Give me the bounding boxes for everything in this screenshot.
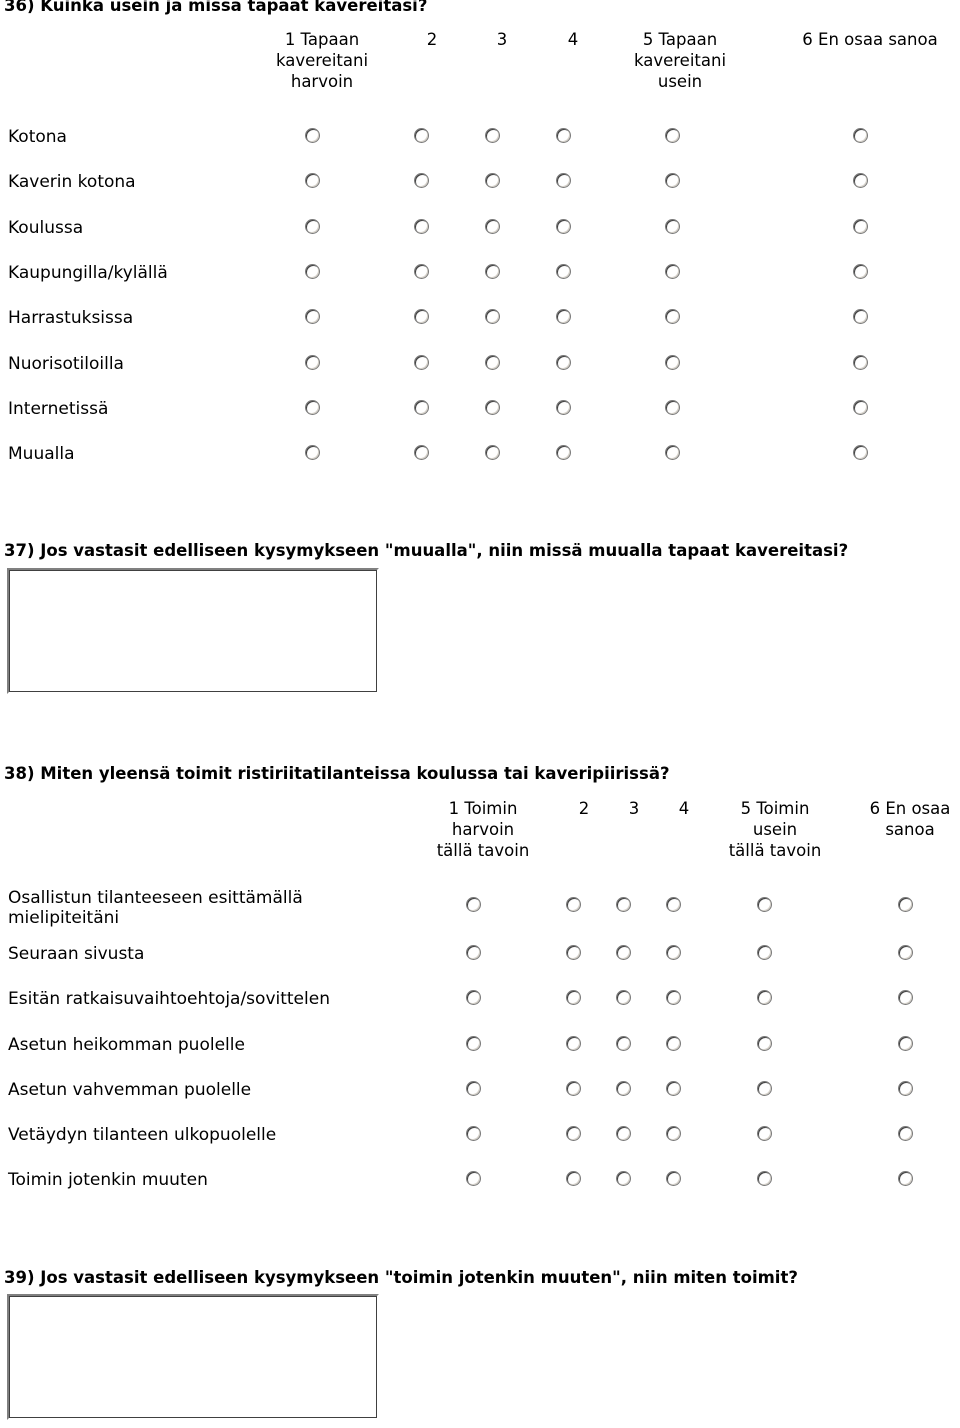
row-label: Seuraan sivusta [8, 944, 145, 964]
radio-option-1[interactable] [466, 897, 481, 912]
row-label: Muualla [8, 444, 75, 465]
radio-option-4[interactable] [556, 445, 571, 460]
radio-option-3[interactable] [616, 1081, 631, 1096]
radio-option-6[interactable] [853, 128, 868, 143]
radio-option-5[interactable] [757, 897, 772, 912]
radio-option-1[interactable] [305, 445, 320, 460]
radio-option-6[interactable] [898, 1126, 913, 1141]
radio-option-2[interactable] [414, 445, 429, 460]
row-label: Kotona [8, 127, 67, 147]
radio-option-5[interactable] [665, 128, 680, 143]
radio-option-2[interactable] [414, 309, 429, 324]
radio-option-4[interactable] [666, 990, 681, 1005]
radio-option-5[interactable] [665, 445, 680, 460]
radio-option-3[interactable] [485, 309, 500, 324]
radio-option-1[interactable] [305, 219, 320, 234]
q36-scale-6: 6 En osaa sanoa [802, 30, 938, 49]
q36-scale-5: 5 Tapaan kavereitani usein [633, 30, 727, 91]
radio-option-4[interactable] [556, 355, 571, 370]
radio-option-4[interactable] [666, 1036, 681, 1051]
radio-option-5[interactable] [757, 1126, 772, 1141]
radio-option-4[interactable] [556, 264, 571, 279]
radio-option-1[interactable] [466, 990, 481, 1005]
radio-option-2[interactable] [414, 355, 429, 370]
row-label: Kaverin kotona [8, 172, 136, 193]
radio-option-5[interactable] [665, 219, 680, 234]
radio-option-5[interactable] [665, 355, 680, 370]
radio-option-3[interactable] [616, 897, 631, 912]
radio-option-3[interactable] [485, 445, 500, 460]
q36-scale-2: 2 [426, 30, 438, 49]
question-39-title: 39) Jos vastasit edelliseen kysymykseen "toimin jotenkin muuten", niin miten toimit? [4, 1268, 798, 1287]
row-label: Vetäydyn tilanteen ulkopuolelle [8, 1125, 277, 1145]
radio-option-1[interactable] [305, 264, 320, 279]
radio-option-3[interactable] [485, 128, 500, 143]
row-label: Osallistun tilanteeseen esittämällä mielipiteitäni [8, 888, 303, 928]
row-label: Koulussa [8, 217, 84, 238]
question-36-title: 36) Kuinka usein ja missä tapaat kavereitasi? [4, 0, 428, 15]
radio-option-1[interactable] [305, 128, 320, 143]
radio-option-1[interactable] [466, 1171, 481, 1186]
radio-option-5[interactable] [665, 173, 680, 188]
radio-option-2[interactable] [566, 897, 581, 912]
radio-option-1[interactable] [305, 355, 320, 370]
row-label: Internetissä [8, 398, 109, 419]
radio-option-3[interactable] [485, 264, 500, 279]
radio-option-3[interactable] [485, 400, 500, 415]
radio-option-2[interactable] [414, 400, 429, 415]
radio-option-6[interactable] [853, 445, 868, 460]
radio-option-3[interactable] [616, 1036, 631, 1051]
radio-option-1[interactable] [466, 1081, 481, 1096]
q39-answer-textarea[interactable] [7, 1294, 379, 1420]
radio-option-6[interactable] [898, 1036, 913, 1051]
radio-option-6[interactable] [853, 219, 868, 234]
radio-option-4[interactable] [556, 400, 571, 415]
radio-option-4[interactable] [556, 173, 571, 188]
radio-option-6[interactable] [853, 400, 868, 415]
radio-option-4[interactable] [666, 897, 681, 912]
radio-option-3[interactable] [485, 173, 500, 188]
radio-option-2[interactable] [566, 1036, 581, 1051]
row-label: Asetun heikomman puolelle [8, 1035, 245, 1055]
radio-option-6[interactable] [853, 309, 868, 324]
radio-option-1[interactable] [466, 1036, 481, 1051]
radio-option-3[interactable] [485, 355, 500, 370]
radio-option-2[interactable] [566, 1126, 581, 1141]
q36-scale-4: 4 [567, 30, 579, 49]
radio-option-6[interactable] [898, 990, 913, 1005]
radio-option-4[interactable] [666, 945, 681, 960]
row-label: Nuorisotiloilla [8, 353, 124, 374]
radio-option-1[interactable] [305, 309, 320, 324]
row-label: Harrastuksissa [8, 308, 134, 329]
radio-option-3[interactable] [616, 1126, 631, 1141]
row-label: Kaupungilla/kylällä [8, 262, 168, 283]
q38-scale-5: 5 Toimin usein tällä tavoin [728, 799, 822, 860]
radio-option-4[interactable] [556, 128, 571, 143]
radio-option-1[interactable] [305, 173, 320, 188]
radio-option-2[interactable] [566, 1171, 581, 1186]
row-label: Asetun vahvemman puolelle [8, 1080, 252, 1100]
radio-option-3[interactable] [616, 945, 631, 960]
radio-option-2[interactable] [414, 128, 429, 143]
row-label: Toimin jotenkin muuten [8, 1170, 208, 1190]
radio-option-2[interactable] [566, 1081, 581, 1096]
radio-option-5[interactable] [665, 309, 680, 324]
radio-option-1[interactable] [305, 400, 320, 415]
radio-option-2[interactable] [414, 173, 429, 188]
radio-option-4[interactable] [666, 1171, 681, 1186]
row-label: Esitän ratkaisuvaihtoehtoja/sovittelen [8, 989, 330, 1009]
q38-scale-6: 6 En osaa sanoa [869, 799, 951, 839]
radio-option-5[interactable] [757, 1036, 772, 1051]
radio-option-5[interactable] [757, 945, 772, 960]
q38-scale-3: 3 [628, 799, 640, 818]
radio-option-5[interactable] [757, 990, 772, 1005]
radio-option-6[interactable] [853, 173, 868, 188]
radio-option-6[interactable] [853, 264, 868, 279]
radio-option-4[interactable] [556, 219, 571, 234]
radio-option-2[interactable] [566, 990, 581, 1005]
q36-scale-1: 1 Tapaan kavereitani harvoin [275, 30, 369, 91]
radio-option-4[interactable] [666, 1081, 681, 1096]
radio-option-6[interactable] [898, 945, 913, 960]
radio-option-3[interactable] [485, 219, 500, 234]
radio-option-6[interactable] [898, 897, 913, 912]
radio-option-5[interactable] [665, 264, 680, 279]
q37-answer-textarea[interactable] [7, 568, 379, 694]
q38-scale-4: 4 [678, 799, 690, 818]
radio-option-3[interactable] [616, 1171, 631, 1186]
radio-option-6[interactable] [898, 1171, 913, 1186]
q38-scale-1: 1 Toimin harvoin tällä tavoin [436, 799, 530, 860]
radio-option-2[interactable] [414, 264, 429, 279]
question-38-title: 38) Miten yleensä toimit ristiriitatilanteissa koulussa tai kaveripiirissä? [4, 764, 670, 783]
radio-option-1[interactable] [466, 945, 481, 960]
radio-option-5[interactable] [757, 1171, 772, 1186]
question-37-title: 37) Jos vastasit edelliseen kysymykseen "muualla", niin missä muualla tapaat kavereitasi? [4, 541, 849, 560]
radio-option-5[interactable] [757, 1081, 772, 1096]
q36-scale-3: 3 [496, 30, 508, 49]
radio-option-2[interactable] [566, 945, 581, 960]
radio-option-1[interactable] [466, 1126, 481, 1141]
q38-scale-2: 2 [578, 799, 590, 818]
radio-option-4[interactable] [556, 309, 571, 324]
radio-option-4[interactable] [666, 1126, 681, 1141]
radio-option-2[interactable] [414, 219, 429, 234]
radio-option-3[interactable] [616, 990, 631, 1005]
radio-option-6[interactable] [853, 355, 868, 370]
radio-option-6[interactable] [898, 1081, 913, 1096]
radio-option-5[interactable] [665, 400, 680, 415]
